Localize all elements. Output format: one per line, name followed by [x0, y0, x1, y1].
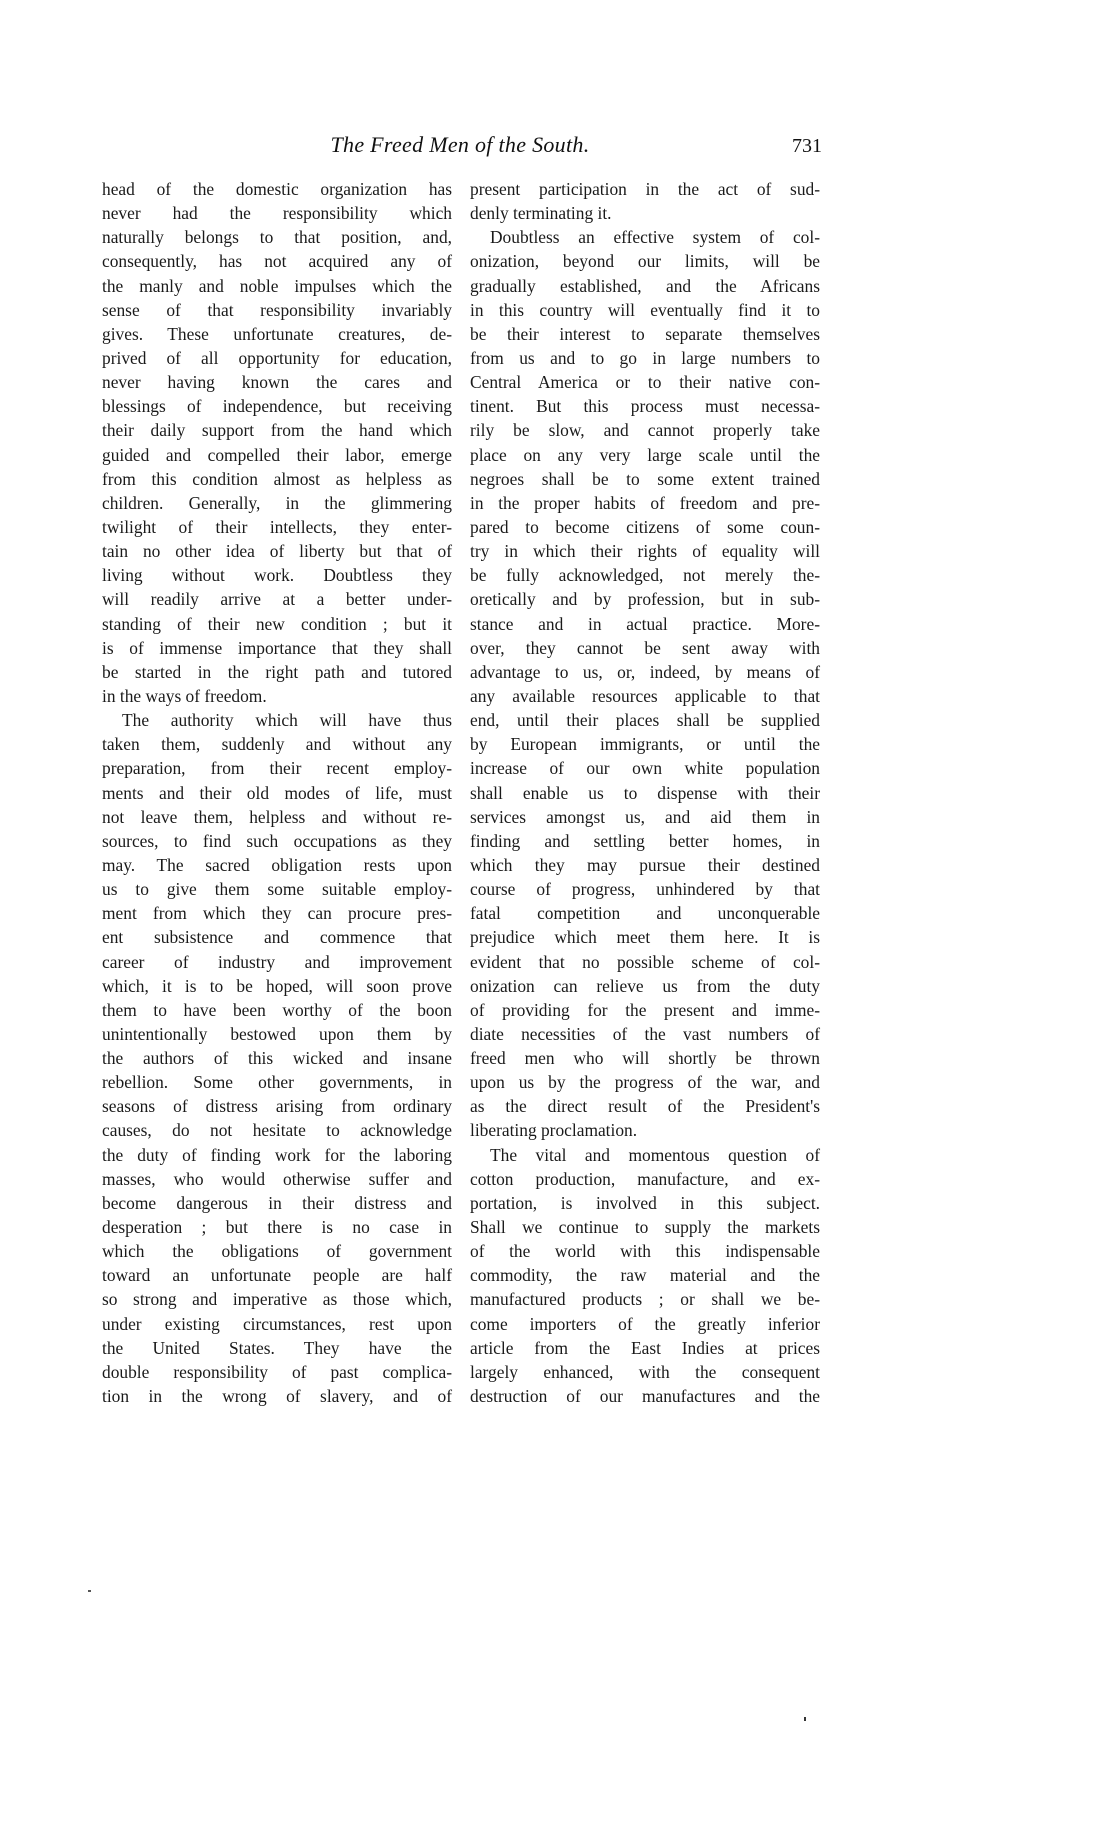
text-line: twilight of their intellects, they enter- [102, 516, 452, 537]
text-line: pared to become citizens of some coun- [470, 516, 820, 537]
running-title: The Freed Men of the South. [330, 132, 590, 157]
text-line: commodity, the raw material and the [470, 1265, 820, 1286]
text-line: diate necessities of the vast numbers of [470, 1023, 820, 1044]
text-line: fatal competition and unconquerable [470, 903, 820, 924]
text-line: the United States. They have the [102, 1337, 452, 1358]
text-line: guided and compelled their labor, emerge [102, 444, 452, 465]
text-line: head of the domestic organization has [102, 179, 452, 199]
text-line: which, it is to be hoped, will soon prove [102, 975, 452, 996]
text-line: be fully acknowledged, not merely the- [470, 565, 820, 586]
text-line: not leave them, helpless and without re- [102, 806, 452, 827]
text-line: so strong and imperative as those which, [102, 1289, 452, 1310]
text-line: tion in the wrong of slavery, and of [102, 1386, 452, 1407]
text-line: present participation in the act of sud- [470, 179, 820, 199]
text-line: which the obligations of government [102, 1241, 452, 1262]
text-line: us to give them some suitable employ- [102, 879, 452, 900]
text-line: manufactured products ; or shall we be- [470, 1289, 820, 1310]
text-line: denly terminating it. [470, 203, 612, 224]
text-line: masses, who would otherwise suffer and [102, 1168, 452, 1189]
text-line: prived of all opportunity for education, [102, 347, 452, 368]
text-line: unintentionally bestowed upon them by [102, 1023, 452, 1044]
text-line: portation, is involved in this subject. [470, 1192, 820, 1213]
text-line: Doubtless an effective system of col- [490, 227, 820, 248]
text-line: naturally belongs to that position, and, [102, 227, 452, 248]
text-line: try in which their rights of equality will [470, 541, 820, 562]
text-line: from this condition almost as helpless as [102, 468, 452, 489]
text-line: The vital and momentous question of [490, 1144, 820, 1165]
text-line: the duty of finding work for the laboring [102, 1144, 452, 1165]
text-column-left [102, 177, 452, 1408]
text-line: gives. These unfortunate creatures, de- [102, 323, 452, 344]
text-line: prejudice which meet them here. It is [470, 927, 820, 948]
text-line: any available resources applicable to that [470, 685, 820, 706]
text-line: never having known the cares and [102, 372, 452, 393]
text-line: taken them, suddenly and without any [102, 734, 452, 755]
text-line: be their interest to separate themselves [470, 323, 820, 344]
text-line: toward an unfortunate people are half [102, 1265, 452, 1286]
text-line: services amongst us, and aid them in [470, 806, 820, 827]
text-line: become dangerous in their distress and [102, 1192, 452, 1213]
text-line: over, they cannot be sent away with [470, 637, 820, 658]
text-line: blessings of independence, but receiving [102, 396, 452, 417]
text-line: desperation ; but there is no case in [102, 1217, 452, 1238]
text-line: tinent. But this process must necessa- [470, 396, 820, 417]
text-line: by European immigrants, or until the [470, 734, 820, 755]
text-line: The authority which will have thus [122, 710, 452, 731]
text-line: article from the East Indies at prices [470, 1337, 820, 1358]
text-line: liberating proclamation. [470, 1120, 638, 1141]
text-line: children. Generally, in the glimmering [102, 492, 452, 513]
text-line: ment from which they can procure pres- [102, 903, 452, 924]
text-line: onization, beyond our limits, will be [470, 251, 820, 272]
text-line: ent subsistence and commence that [102, 927, 452, 948]
text-line: will readily arrive at a better under- [102, 589, 452, 610]
text-line: may. The sacred obligation rests upon [102, 854, 452, 875]
text-line: the authors of this wicked and insane [102, 1048, 452, 1069]
text-line: oretically and by profession, but in sub- [470, 589, 820, 610]
page-number: 731 [792, 135, 822, 157]
text-line: sources, to find such occupations as they [102, 830, 452, 851]
text-line: preparation, from their recent employ- [102, 758, 452, 779]
running-head [100, 130, 820, 160]
text-line: of providing for the present and imme- [470, 999, 820, 1020]
text-line: upon us by the progress of the war, and [470, 1072, 820, 1093]
text-line: largely enhanced, with the consequent [470, 1361, 820, 1382]
text-line: onization can relieve us from the duty [470, 975, 820, 996]
text-line: end, until their places shall be supplied [470, 710, 820, 731]
text-line: never had the responsibility which [102, 203, 452, 224]
text-line: come importers of the greatly inferior [470, 1313, 820, 1334]
text-line: under existing circumstances, rest upon [102, 1313, 452, 1334]
text-line: gradually established, and the Africans [470, 275, 820, 296]
text-line: Shall we continue to supply the markets [470, 1217, 820, 1238]
text-line: increase of our own white population [470, 758, 820, 779]
text-line: seasons of distress arising from ordinary [102, 1096, 452, 1117]
text-line: be started in the right path and tutored [102, 661, 452, 682]
text-line: in this country will eventually find it to [470, 299, 820, 320]
text-line: negroes shall be to some extent trained [470, 468, 820, 489]
text-line: career of industry and improvement [102, 951, 452, 972]
text-line: course of progress, unhindered by that [470, 879, 820, 900]
scan-speck [804, 1717, 806, 1721]
text-line: place on any very large scale until the [470, 444, 820, 465]
text-line: in the ways of freedom. [102, 685, 267, 706]
text-line: of the world with this indispensable [470, 1241, 820, 1262]
text-line: causes, do not hesitate to acknowledge [102, 1120, 452, 1141]
text-line: destruction of our manufactures and the [470, 1386, 820, 1407]
text-line: as the direct result of the President's [470, 1096, 820, 1117]
text-line: standing of their new condition ; but it [102, 613, 452, 634]
text-line: Central America or to their native con- [470, 372, 820, 393]
text-line: ments and their old modes of life, must [102, 782, 452, 803]
margin-mark [88, 1590, 91, 1592]
text-line: consequently, has not acquired any of [102, 251, 452, 272]
text-line: rily be slow, and cannot properly take [470, 420, 820, 441]
text-line: freed men who will shortly be thrown [470, 1048, 820, 1069]
text-line: evident that no possible scheme of col- [470, 951, 820, 972]
text-column-right [470, 177, 820, 1408]
text-line: stance and in actual practice. More- [470, 613, 820, 634]
text-line: them to have been worthy of the boon [102, 999, 452, 1020]
text-line: tain no other idea of liberty but that of [102, 541, 452, 562]
text-line: their daily support from the hand which [102, 420, 452, 441]
text-line: finding and settling better homes, in [470, 830, 820, 851]
text-line: in the proper habits of freedom and pre- [470, 492, 820, 513]
text-line: rebellion. Some other governments, in [102, 1072, 452, 1093]
text-line: living without work. Doubtless they [102, 565, 452, 586]
text-line: sense of that responsibility invariably [102, 299, 452, 320]
text-line: from us and to go in large numbers to [470, 347, 820, 368]
text-line: advantage to us, or, indeed, by means of [470, 661, 820, 682]
text-line: double responsibility of past complica- [102, 1361, 452, 1382]
text-line: the manly and noble impulses which the [102, 275, 452, 296]
text-line: cotton production, manufacture, and ex- [470, 1168, 820, 1189]
text-line: which they may pursue their destined [470, 854, 820, 875]
text-line: is of immense importance that they shall [102, 637, 452, 658]
text-line: shall enable us to dispense with their [470, 782, 820, 803]
